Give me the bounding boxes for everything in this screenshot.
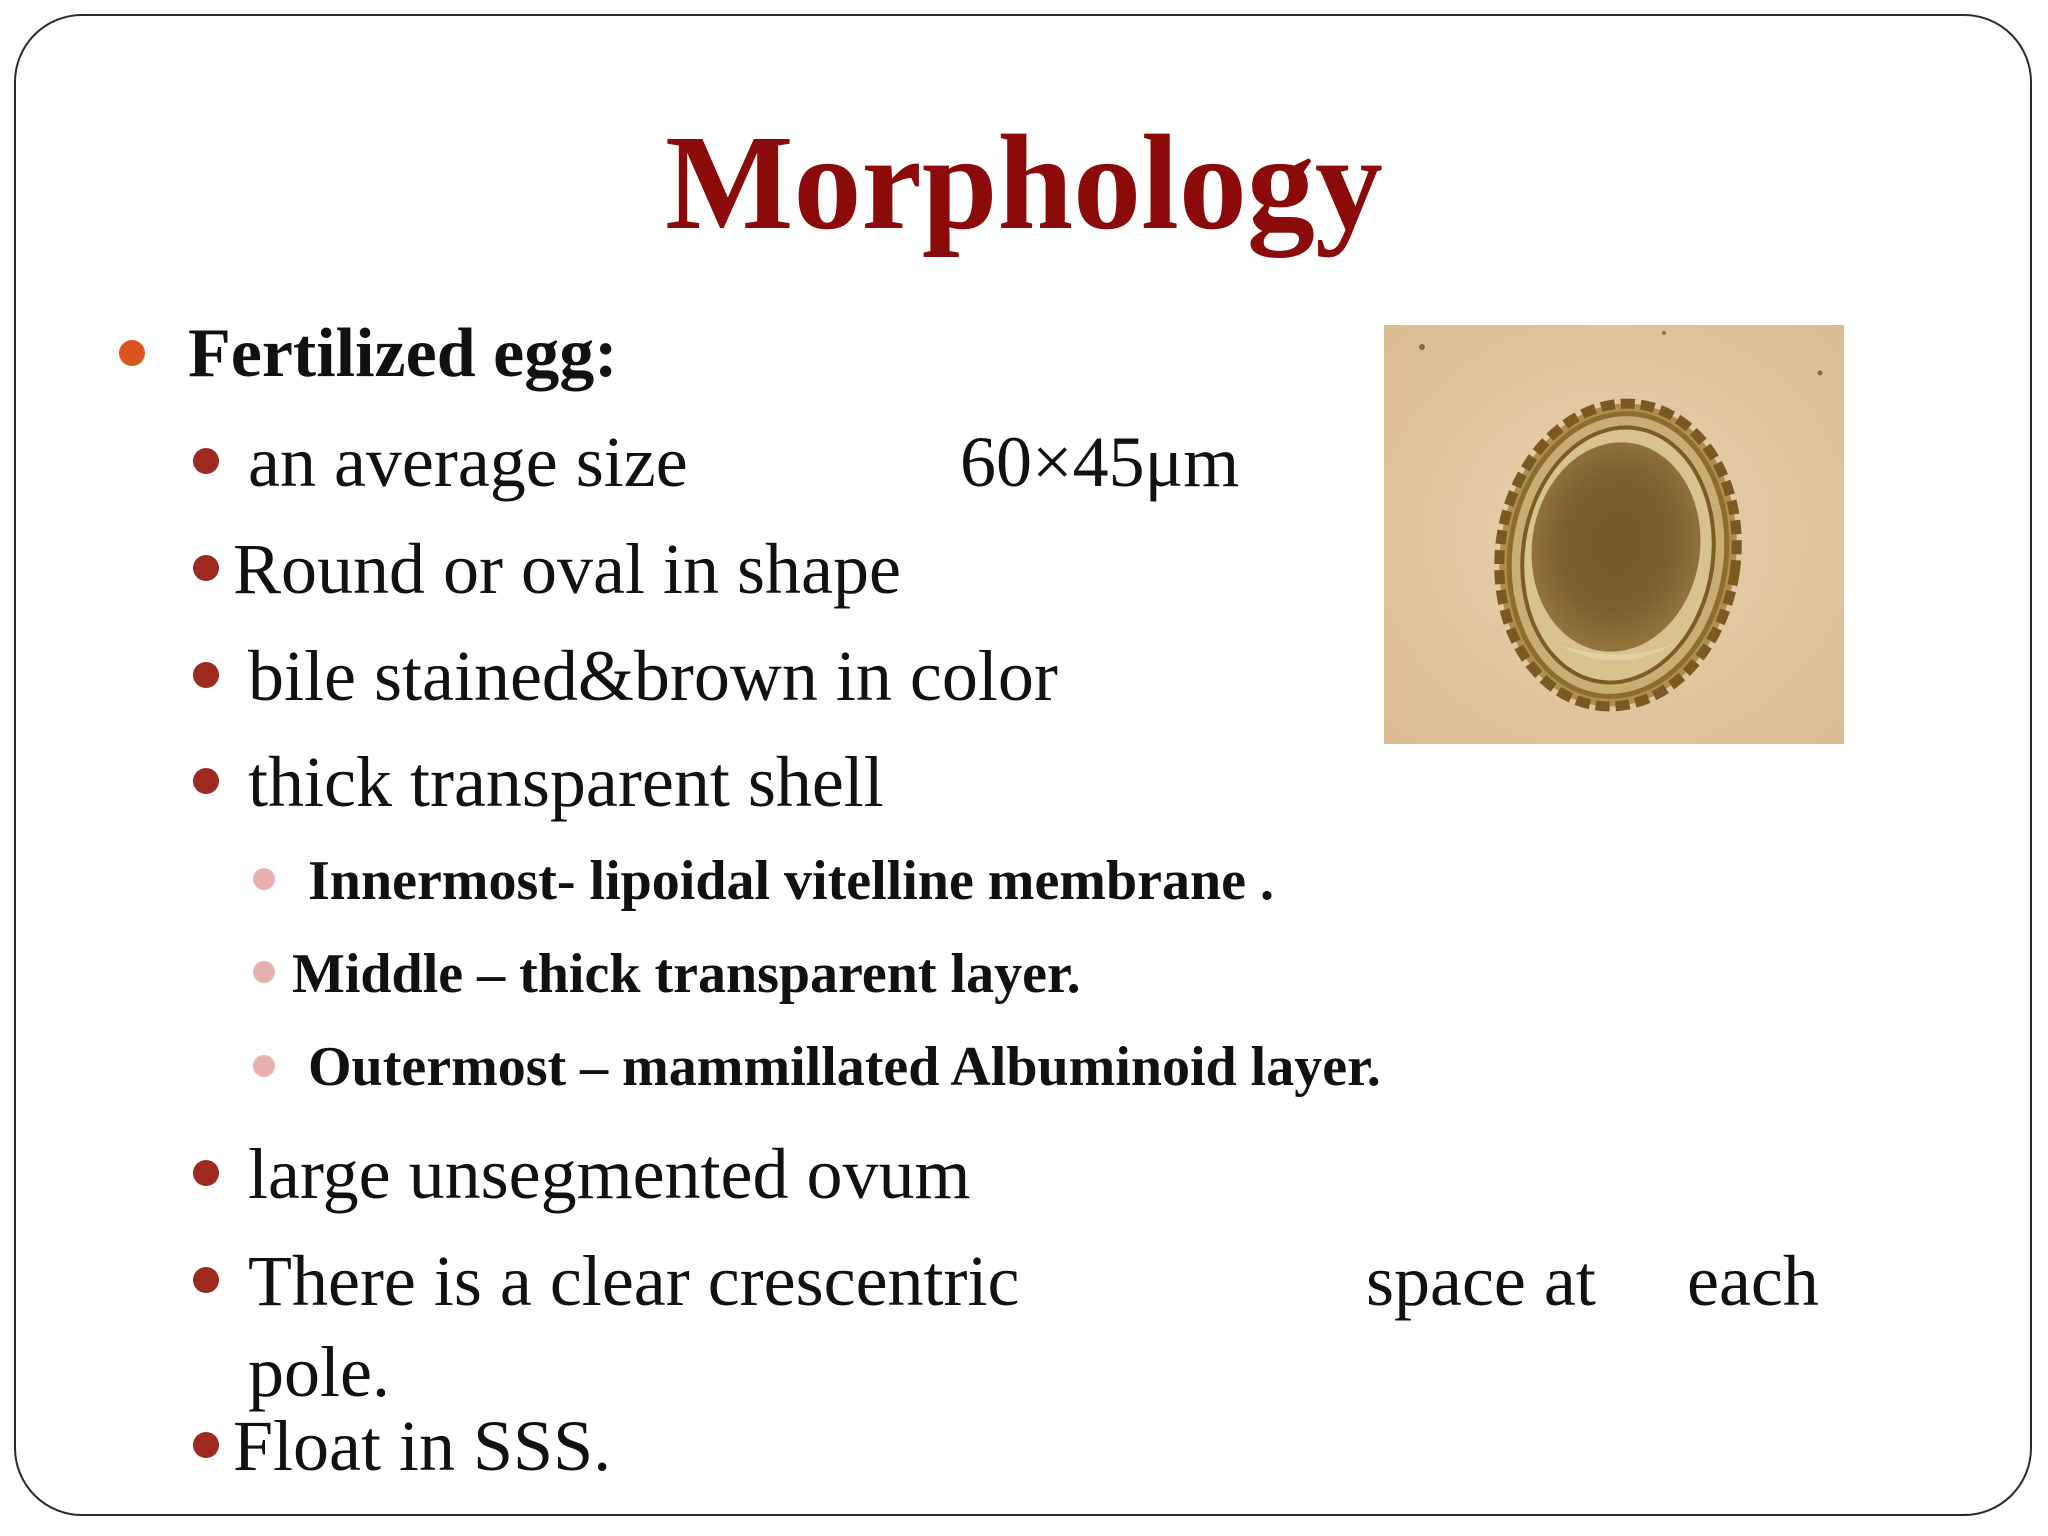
crescent-text-part3: each — [1687, 1241, 1819, 1321]
slide-title: Morphology — [665, 108, 1383, 258]
sub-bullet-dot — [253, 868, 275, 890]
bullet-dot — [193, 662, 219, 688]
color-text: bile stained&brown in color — [248, 636, 1058, 716]
ovum-text: large unsegmented ovum — [248, 1134, 971, 1214]
egg-micrograph-image — [1384, 325, 1844, 744]
crescent-text-part2: space at — [1366, 1241, 1596, 1321]
bullet-dot — [119, 340, 145, 366]
sub-bullet-dot — [253, 961, 275, 983]
layer-outermost: Outermost – mammillated Albuminoid layer. — [308, 1036, 1381, 1098]
crescent-text-part1: There is a clear crescentric — [248, 1241, 1020, 1321]
bullet-dot — [193, 555, 219, 581]
bullet-dot — [193, 1267, 219, 1293]
crescent-text-part4: pole. — [248, 1332, 390, 1412]
bullet-dot — [193, 768, 219, 794]
float-text: Float in SSS. — [233, 1406, 612, 1486]
sub-bullet-dot — [253, 1055, 275, 1077]
layer-middle: Middle – thick transparent layer. — [292, 943, 1081, 1005]
shell-text: thick transparent shell — [248, 742, 884, 822]
layer-innermost: Innermost- lipoidal vitelline membrane . — [308, 850, 1274, 912]
fertilized-egg-heading: Fertilized egg: — [188, 315, 618, 392]
bullet-dot — [193, 1160, 219, 1186]
shape-text: Round or oval in shape — [233, 529, 901, 609]
average-size-value: 60×45μm — [960, 422, 1240, 502]
average-size-label: an average size — [248, 422, 688, 502]
bullet-dot — [193, 1432, 219, 1458]
bullet-dot — [193, 448, 219, 474]
